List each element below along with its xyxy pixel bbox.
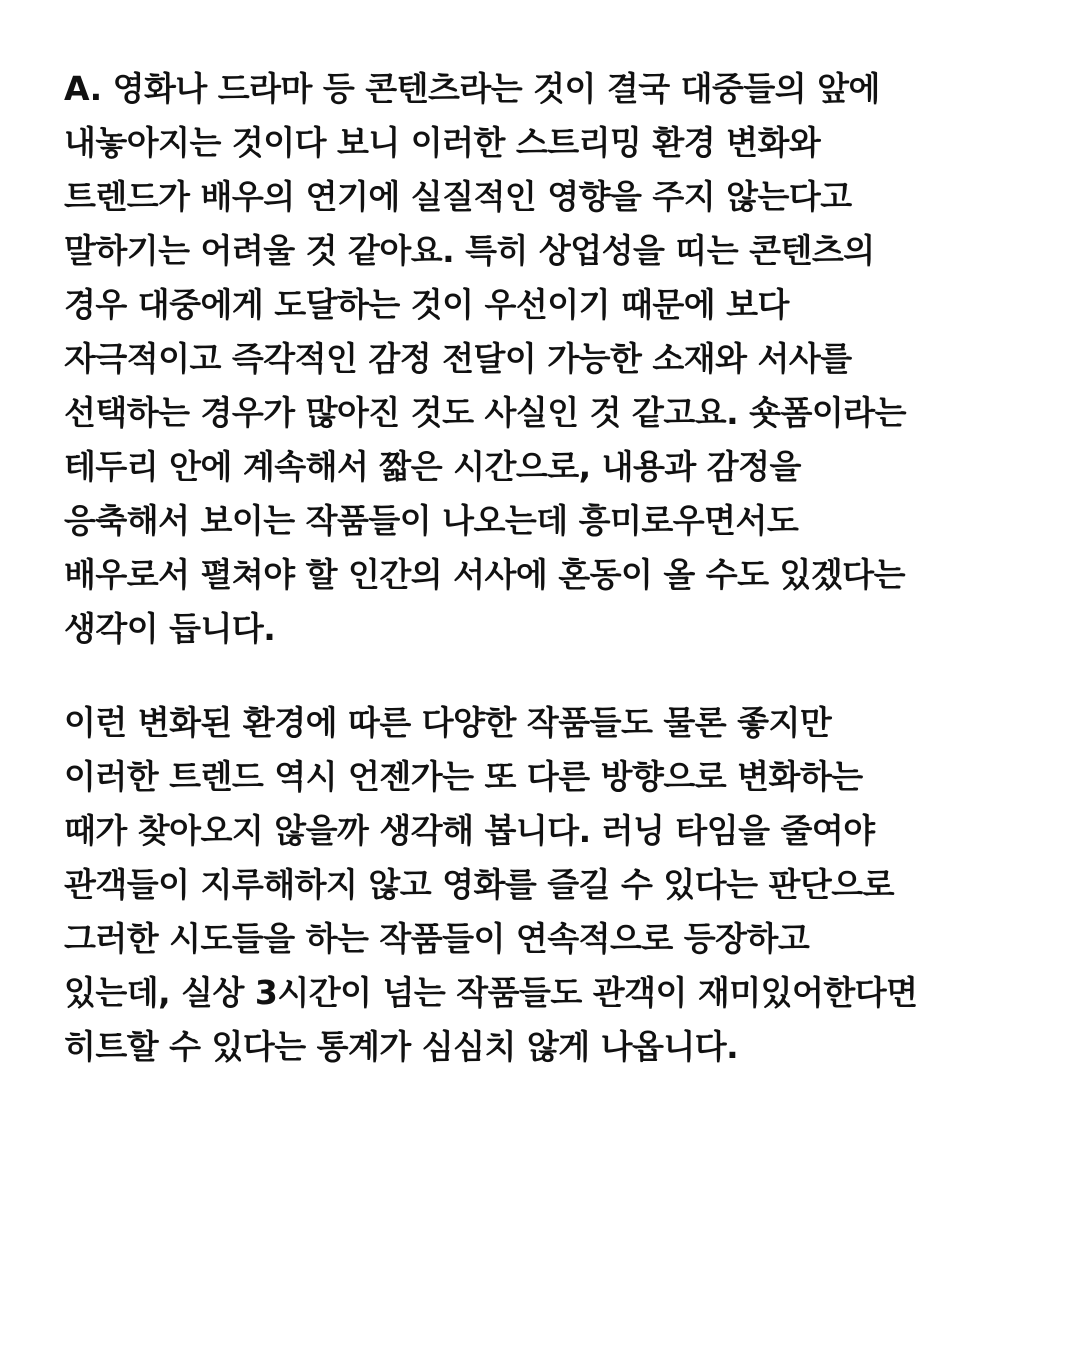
text-line: 그러한 시도들을 하는 작품들이 연속적으로 등장하고 (64, 919, 810, 958)
text-line: 응축해서 보이는 작품들이 나오는데 흥미로우면서도 (64, 501, 799, 540)
text-line: 말하기는 어려울 것 같아요. 특히 상업성을 띠는 콘텐츠의 (64, 231, 875, 270)
text-line: 자극적이고 즉각적인 감정 전달이 가능한 소재와 서사를 (64, 339, 852, 378)
text-line: 배우로서 펼쳐야 할 인간의 서사에 혼동이 올 수도 있겠다는 (64, 555, 905, 594)
text-line: 트렌드가 배우의 연기에 실질적인 영향을 주지 않는다고 (64, 177, 852, 216)
text-line: 내놓아지는 것이다 보니 이러한 스트리밍 환경 변화와 (64, 123, 821, 162)
text-line: 때가 찾아오지 않을까 생각해 봅니다. 러닝 타임을 줄여야 (64, 811, 875, 850)
answer-text (64, 62, 1024, 1074)
text-line: 관객들이 지루해하지 않고 영화를 즐길 수 있다는 판단으로 (64, 865, 894, 904)
paragraph-1 (64, 62, 1024, 656)
text-line: 선택하는 경우가 많아진 것도 사실인 것 같고요. 숏폼이라는 (64, 393, 907, 432)
text-line: 히트할 수 있다는 통계가 심심치 않게 나옵니다. (64, 1027, 739, 1066)
paragraph-2 (64, 696, 1024, 1074)
text-line: 생각이 듭니다. (64, 609, 276, 648)
text-line: A. 영화나 드라마 등 콘텐츠라는 것이 결국 대중들의 앞에 (64, 69, 880, 108)
text-line: 테두리 안에 계속해서 짧은 시간으로, 내용과 감정을 (64, 447, 801, 486)
text-line: 경우 대중에게 도달하는 것이 우선이기 때문에 보다 (64, 285, 789, 324)
text-line: 이러한 트렌드 역시 언젠가는 또 다른 방향으로 변화하는 (64, 757, 863, 796)
text-line: 있는데, 실상 3시간이 넘는 작품들도 관객이 재미있어한다면 (64, 973, 918, 1012)
text-line: 이런 변화된 환경에 따른 다양한 작품들도 물론 좋지만 (64, 703, 832, 742)
